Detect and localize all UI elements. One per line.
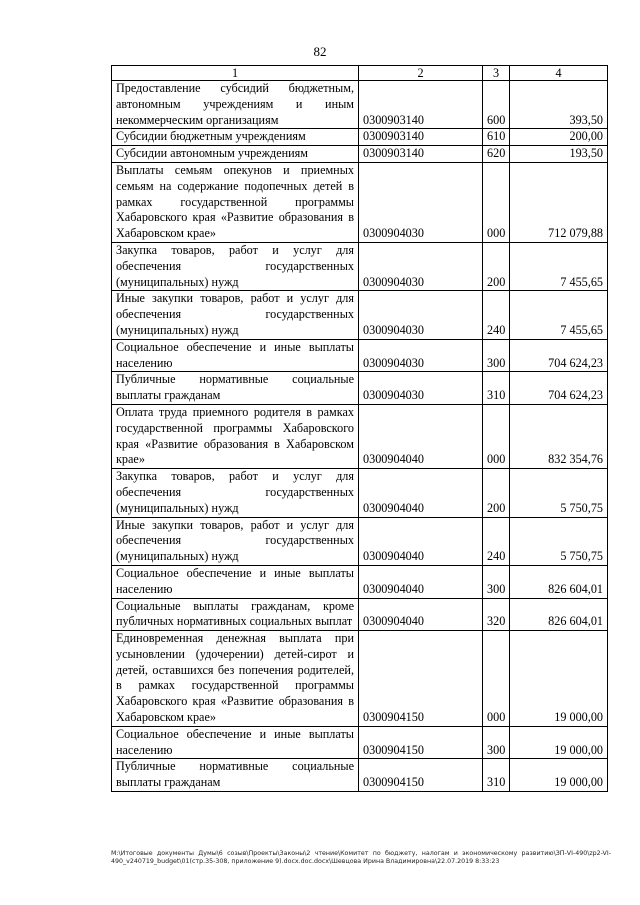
table-row <box>112 726 608 759</box>
row-expense-type: 310 <box>483 372 510 405</box>
table-row <box>112 404 608 468</box>
row-name: Иные закупки товаров, работ и услуг для обеспечения государственных (муниципальных) нужд <box>112 517 359 565</box>
row-expense-type: 610 <box>483 129 510 146</box>
row-expense-type: 200 <box>483 469 510 517</box>
row-code: 0300904030 <box>359 339 483 372</box>
row-expense-type: 300 <box>483 726 510 759</box>
row-code: 0300904030 <box>359 242 483 290</box>
header-col-4: 4 <box>510 66 608 81</box>
row-expense-type: 600 <box>483 81 510 129</box>
row-amount: 200,00 <box>510 129 608 146</box>
row-name: Публичные нормативные социальные выплаты гражданам <box>112 372 359 405</box>
row-expense-type: 310 <box>483 759 510 792</box>
row-name: Предоставление субсидий бюджетным, автономным учреждениям и иным некоммерческим организациям <box>112 81 359 129</box>
table-row <box>112 291 608 339</box>
row-amount: 704 624,23 <box>510 372 608 405</box>
row-code: 0300903140 <box>359 129 483 146</box>
row-name: Социальное обеспечение и иные выплаты населению <box>112 339 359 372</box>
row-name: Субсидии автономным учреждениям <box>112 146 359 163</box>
row-code: 0300903140 <box>359 146 483 163</box>
header-col-1: 1 <box>112 66 359 81</box>
row-name: Выплаты семьям опекунов и приемных семьям на содержание подопечных детей в рамках государственной программы Хабаровского края «Развитие образования в Хабаровском крае» <box>112 162 359 242</box>
row-amount: 393,50 <box>510 81 608 129</box>
row-expense-type: 620 <box>483 146 510 163</box>
row-amount: 193,50 <box>510 146 608 163</box>
row-code: 0300904030 <box>359 162 483 242</box>
table-row <box>112 469 608 517</box>
row-amount: 5 750,75 <box>510 469 608 517</box>
footer-file-path: M:\Итоговые документы Думы\6 созыв\Проекты\Законы\2 чтение\Комитет по бюджету, налогам и экономическому развитию\ЗП-VI-490\zp2-VI-490_v240719_budget\01(стр.35-308, приложение 9).docx.doc.docx\Шевцова Ирина Владимировна\22.07.2019 8:33:23 <box>111 850 611 865</box>
row-expense-type: 300 <box>483 565 510 598</box>
row-amount: 704 624,23 <box>510 339 608 372</box>
row-name: Социальное обеспечение и иные выплаты населению <box>112 726 359 759</box>
header-row <box>112 66 608 81</box>
table-row <box>112 81 608 129</box>
page-number: 82 <box>313 44 327 59</box>
row-amount: 19 000,00 <box>510 759 608 792</box>
row-amount: 832 354,76 <box>510 404 608 468</box>
row-name: Иные закупки товаров, работ и услуг для обеспечения государственных (муниципальных) нужд <box>112 291 359 339</box>
table-body <box>112 81 608 792</box>
header-col-2: 2 <box>359 66 483 81</box>
row-amount: 19 000,00 <box>510 631 608 727</box>
row-amount: 7 455,65 <box>510 242 608 290</box>
table-row <box>112 759 608 792</box>
row-expense-type: 000 <box>483 162 510 242</box>
row-expense-type: 240 <box>483 291 510 339</box>
row-amount: 826 604,01 <box>510 598 608 631</box>
row-amount: 712 079,88 <box>510 162 608 242</box>
table-row <box>112 339 608 372</box>
budget-table <box>111 65 608 792</box>
row-code: 0300904040 <box>359 598 483 631</box>
row-amount: 19 000,00 <box>510 726 608 759</box>
row-name: Единовременная денежная выплата при усыновлении (удочерении) детей-сирот и детей, оставшихся без попечения родителей, в рамках государственной программы Хабаровского края «Развитие образования в Хабаровском крае» <box>112 631 359 727</box>
row-name: Закупка товаров, работ и услуг для обеспечения государственных (муниципальных) нужд <box>112 469 359 517</box>
row-code: 0300904030 <box>359 372 483 405</box>
row-name: Социальные выплаты гражданам, кроме публичных нормативных социальных выплат <box>112 598 359 631</box>
row-code: 0300904040 <box>359 404 483 468</box>
row-code: 0300904150 <box>359 631 483 727</box>
header-col-3: 3 <box>483 66 510 81</box>
table-row <box>112 242 608 290</box>
row-name: Закупка товаров, работ и услуг для обеспечения государственных (муниципальных) нужд <box>112 242 359 290</box>
row-name: Публичные нормативные социальные выплаты гражданам <box>112 759 359 792</box>
row-expense-type: 000 <box>483 404 510 468</box>
row-code: 0300904150 <box>359 726 483 759</box>
table-row <box>112 631 608 727</box>
row-name: Оплата труда приемного родителя в рамках государственной программы Хабаровского края «Развитие образования в Хабаровском крае» <box>112 404 359 468</box>
table-row <box>112 565 608 598</box>
row-amount: 826 604,01 <box>510 565 608 598</box>
row-expense-type: 300 <box>483 339 510 372</box>
row-code: 0300904030 <box>359 291 483 339</box>
row-expense-type: 320 <box>483 598 510 631</box>
row-code: 0300904040 <box>359 469 483 517</box>
table-row <box>112 129 608 146</box>
table-row <box>112 598 608 631</box>
table-row <box>112 517 608 565</box>
row-expense-type: 000 <box>483 631 510 727</box>
row-expense-type: 240 <box>483 517 510 565</box>
row-amount: 7 455,65 <box>510 291 608 339</box>
table-row <box>112 146 608 163</box>
row-name: Социальное обеспечение и иные выплаты населению <box>112 565 359 598</box>
table-row <box>112 162 608 242</box>
row-expense-type: 200 <box>483 242 510 290</box>
row-code: 0300904040 <box>359 517 483 565</box>
row-code: 0300903140 <box>359 81 483 129</box>
row-code: 0300904040 <box>359 565 483 598</box>
row-amount: 5 750,75 <box>510 517 608 565</box>
table-row <box>112 372 608 405</box>
row-name: Субсидии бюджетным учреждениям <box>112 129 359 146</box>
row-code: 0300904150 <box>359 759 483 792</box>
